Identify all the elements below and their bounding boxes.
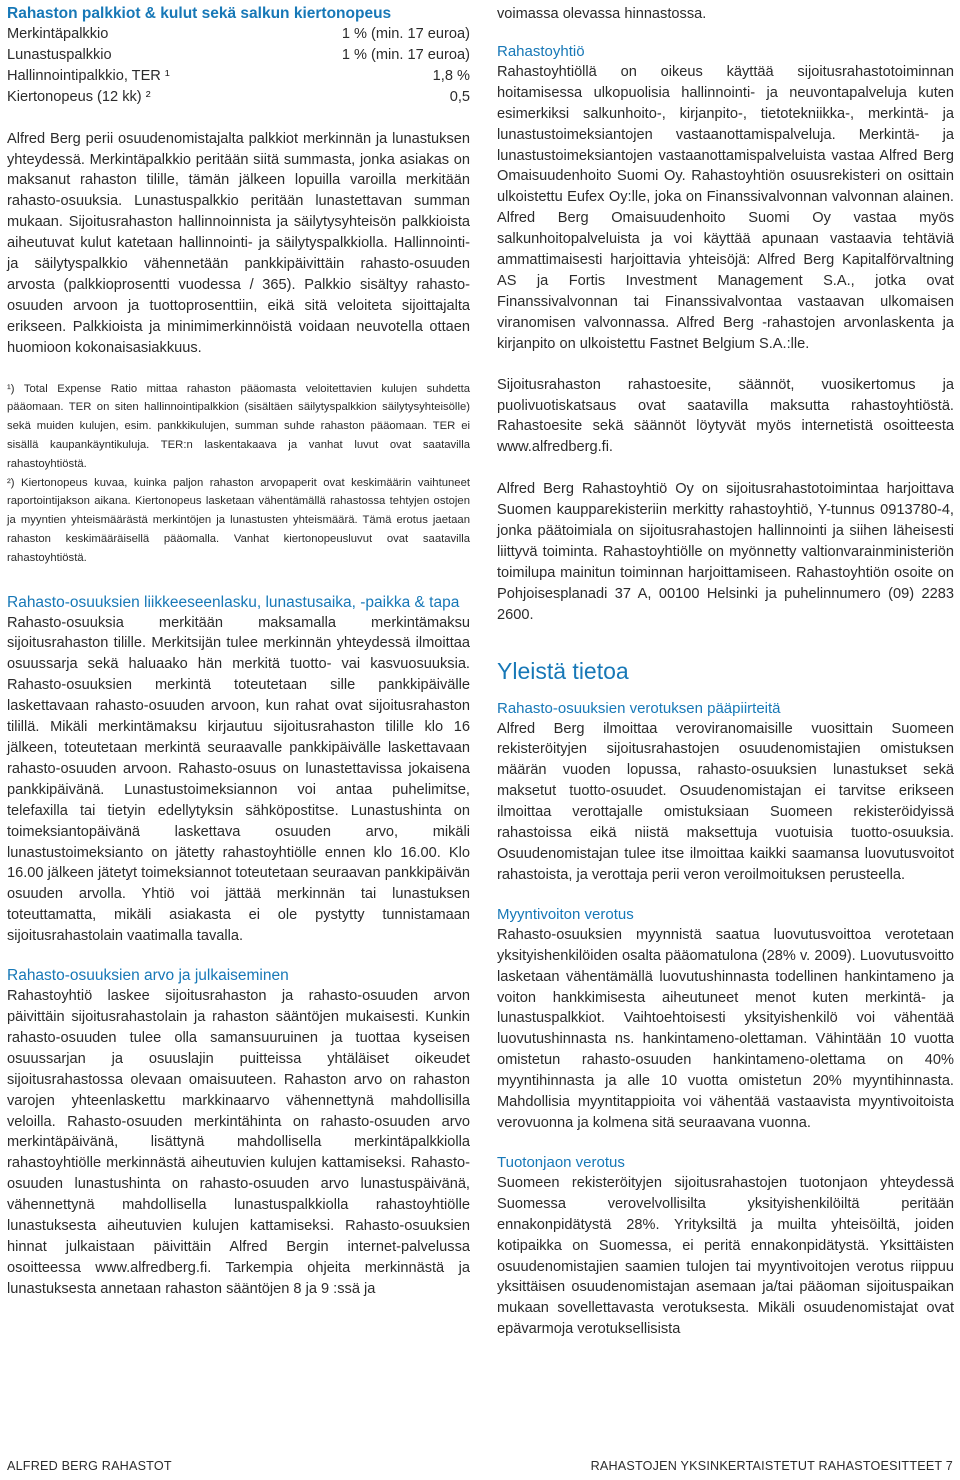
trading-paragraph: Rahasto-osuuksia merkitään maksamalla merkintämaksu sijoitusrahaston tilille. Merkitsijän tulee merkinnän yhteydessä ilmoittaa osuussarja sekä haluaako hän merkitä tuotto- vai kasvuosuuksia. Rahasto-osuuksien merkintä toteutetaan sille pankkipäivälle laskettavaan rahasto-osuuden arvoon, kun rahat ovat sijoitusrahaston tilillä. Mikäli merkintämaksu kirjautuu sijoitusrahaston tilille klo 16 jälkeen, toteutetaan merkintä seuraavalle pankkipäivälle laskettavaan rahasto-osuuden arvoon. Rahasto-osuus on lunastettavissa jokaisena pankkipäivänä. Lunastustoimeksiannon voi antaa puhelimitse, telefaxilla tai tietyin edellytyksin sähköpostitse. Lunastushinta on toimeksiantopäivänä laskettava osuuden arvo, mikäli lunastustoimeksianto on jätetty rahastoyhtiölle ennen klo 16.00. Klo 16.00 jälkeen jätetyt toimeksiannot toteutetaan seuraavan pankkipäivän osuuden arvolla. Yhtiö voi jättää merkinnän tai lunastuksen toteuttamatta, mikäli asiakasta ei ole pystytty tunnistamaan sijoitusrahastolain vaatimalla tavalla. [7, 614, 470, 945]
company-info-paragraph: Alfred Berg Rahastoyhtiö Oy on sijoitusrahastotoimintaa harjoittava Suomen kaupparekisteriin merkitty rahastoyhtiö, Y-tunnus 0913780-4, jonka päätoimiala on sijoitusrahastojen hallinnointi ja siihen läheisesti liittyvä toiminta. Rahastoyhtiölle on myönnetty valtionvarainministeriön toimilupa mainitun toiminnan harjoittamiseen. Rahastoyhtiön osoite on Pohjoisesplanadi 37 A, 00100 Helsinki ja puhelinnumero (09) 2283 2600. [497, 481, 954, 623]
table-row [7, 66, 470, 87]
fee-value: 1 % (min. 17 euroa) [341, 26, 470, 42]
fee-value: 0,5 [449, 88, 470, 105]
right-column [497, 4, 954, 1340]
tax-paragraph: Alfred Berg ilmoittaa veroviranomaisille vuosittain Suomeen rekisteröityjen sijoitusrahastojen osuudenomistajien omistuksen määrän vuoden lopussa, rahasto-osuuksien lunastukset sekä maksetut tuotto-osuudet. Osuudenomistajan ei tarvitse erikseen ilmoittaa verottajalle omistuksiaan Suomeen rekisteröidyissä rahastoissa eikä niistä maksettuja vuotuisia tuotto-osuuksia. Osuudenomistajan tulee itse ilmoittaa kaikki saamansa luovutusvoitot rahastoista, ja verottaja perii veron veroilmoituksen perusteella. [497, 720, 954, 883]
tax-heading: Rahasto-osuuksien verotuksen pääpiirteitä [497, 699, 781, 717]
fee-label: Hallinnointipalkkio, TER ¹ [7, 67, 170, 84]
fee-value: 1 % (min. 17 euroa) [341, 46, 470, 63]
fee-label: Lunastuspalkkio [7, 46, 112, 63]
table-row [7, 24, 470, 45]
left-column [7, 4, 470, 1300]
sale-tax-heading: Myyntivoiton verotus [497, 905, 634, 923]
company-heading: Rahastoyhtiö [497, 42, 585, 60]
value-paragraph: Rahastoyhtiö laskee sijoitusrahaston ja rahasto-osuuden arvon päivittäin sijoitusrahastolain ja rahaston sääntöjen mukaisesti. Kunkin rahasto-osuuden tulee olla samansuuruinen ja tuottaa kyseisen osuussarjan ja osuuslajin puitteissa yhtäläiset oikeudet sijoitusrahastossa olevaan omaisuuteen. Rahaston arvo on rahaston varojen yhteenlaskettu markkinaarvo vähennettynä mahdollisilla veloilla. Rahasto-osuuden merkintähinta on rahasto-osuuden arvo merkintäpäivänä, lisättynä mahdollisella merkintäpalkkiolla rahastoyhtiölle merkinnästä aiheutuvien kulujen kattamiseksi. Rahasto-osuuden lunastushinta on rahasto-osuuden arvo lunastuspäivänä, vähennettynä mahdollisella lunastuspalkkiolla rahastoyhtiölle lunastuksesta aiheutuvien kulujen kattamiseksi. Rahasto-osuuksien hinnat julkaistaan päivittäin Alfred Bergin internet-palvelussa osoitteessa www.alfredberg.fi. Tarkempia ohjeita merkinnästä ja lunastuksesta annetaan rahaston sääntöjen 8 ja 9 :ssä ja [7, 988, 470, 1297]
value-heading: Rahasto-osuuksien arvo ja julkaiseminen [7, 967, 289, 985]
fee-label: Kiertonopeus (12 kk) ² [7, 88, 151, 105]
fee-value: 1,8 % [432, 67, 470, 84]
trading-heading: Rahasto-osuuksien liikkeeseenlasku, lunastusaika, -paikka & tapa [7, 593, 460, 611]
rules-paragraph: Sijoitusrahaston rahastoesite, säännöt, vuosikertomus ja puolivuotiskatsaus ovat saatavilla maksutta rahastoyhtiöstä. Rahastoesite sekä säännöt löytyvät myös internetistä osoitteesta www.alfredberg.fi. [497, 376, 954, 456]
general-info-heading: Yleistä tietoa [497, 657, 629, 684]
footnote-1: ¹) Total Expense Ratio mittaa rahaston pääomasta veloitettavien kulujen suhdetta pääomaan. TER on siten hallinnointipalkkion (sisältäen säilytyspalkkion säilytysyhteisölle) sekä muiden kulujen, esim. pankkikulujen, summan suhde rahaston pääomaan. TER ei sisällä kaupankäyntikuluja. TER:n laskentakaava ja vanhat luvut ovat saatavilla rahastoyhtiöstä. [7, 382, 470, 470]
fees-table [7, 24, 470, 108]
footer-left: ALFRED BERG RAHASTOT [7, 1459, 172, 1473]
table-row [7, 45, 470, 66]
sale-tax-paragraph: Rahasto-osuuksien myynnistä saatua luovutusvoittoa verotetaan yksityishenkilöiden osalta pääomatulona (28% v. 2009). Luovutusvoitto lasketaan vähentämällä luovutushinnasta todellinen hankintameno ja voiton hankkimisesta aiheutuneet menot kuten merkintä- ja lunastuspalkkiot. Vaihtoehtoisesti yksityishenkilö voi vähentää luovutushinnasta ns. hankintameno-olettaman. Vähintään 10 vuotta omistetun rahasto-osuuden hankintameno-olettama on 40% myyntihinnasta ja alle 10 vuotta omistetun 20% myyntihinnasta. Mahdollisia myyntitappioita voi vähentää vastaavista myyntivoitoista verovuonna ja kolmena sitä seuraavana vuonna. [497, 926, 954, 1131]
fee-label: Merkintäpalkkio [7, 26, 109, 42]
yield-tax-paragraph: Suomeen rekisteröityjen sijoitusrahastojen tuotonjaon yhteydessä Suomessa verovelvollisilta yksityishenkilöiltä peritään ennakonpidätystä 28%. Yrityksiltä ja muilta yhteisöiltä, joiden kotipaikka on Suomessa, ei peritä ennakonpidätystä. Yksittäisten osuudenomistajien saamien tulojen tai myyntivoitojen verotus riippuu yksittäisen osuudenomistajan asemaan ja/tai pääoman sijoituspaikan mukaan sovellettavasta verotuksesta. Mikäli osuudenomistajat ovat epävarmoja verotuksellisista [497, 1174, 954, 1338]
continuation-text: voimassa olevassa hinnastossa. [497, 6, 707, 22]
company-paragraph: Rahastoyhtiöllä on oikeus käyttää sijoitusrahastotoiminnan hoitamisessa ulkopuolisia hallinnointi- ja neuvontapalveluja kuten esimerkiksi salkunhoito-, kirjanpito-, tietotekniikka-, merkintä- ja lunastustoimeksiantojen vastaanottamispalveluja. Merkintä- ja lunastustoimeksiantojen vastaanottamispalveluista vastaa Alfred Berg Omaisuudenhoito Suomi Oy. Rahastoyhtiön osuusrekisteri on osittain ulkoistettu Eufex Oy:lle, joka on Finanssivalvonnan valvonnan alainen. Alfred Berg Omaisuudenhoito Suomi Oy vastaa myös salkunhoitopalveluista ja voi käyttää apunaan vastaavia tehtäviä ammattimaisesti harjoittavia yhteisöjä: Alfred Berg Kapitalförvaltning AS ja Fortis Investment Management S.A., jotka ovat Finanssivalvonnan tai Finanssivalvontaa vastaavan ulkomaisen viranomisen valvonnassa. Alfred Berg -rahastojen arvonlaskenta ja kirjanpito on ulkoistettu Fastnet Belgium S.A.:lle. [497, 63, 954, 352]
footnote-2: ²) Kiertonopeus kuvaa, kuinka paljon rahaston arvopaperit ovat keskimäärin vaihtuneet raportointijakson aikana. Kiertonopeus lasketaan vähentämällä rahastossa tehtyjen ostojen ja myyntien yhteismäärästä merkintöjen ja lunastusten yhteismäärä. Tämä erotus jaetaan rahaston keskimääräisellä pääomalla. Vanhat kiertonopeusluvut ovat saatavilla rahastoyhtiöstä. [7, 476, 470, 564]
fees-paragraph: Alfred Berg perii osuudenomistajalta palkkiot merkinnän ja lunastuksen yhteydessä. Merkintäpalkkio peritään siitä summasta, jonka asiakas on maksanut rahaston tilille, tämän jälkeen lopuilla varoilla merkitään rahasto-osuuksia. Lunastuspalkkio peritään lunastettavan summan mukaan. Sijoitusrahaston hallinnoinnista ja säilytysyhteisön palkkioista aiheutuvat kulut katetaan hallinnointi- ja säilytyspalkkiolla. Hallinnointi- ja säilytyspalkkio vähennetään pankkipäivittäin rahasto-osuuden arvosta (palkkioprosentti vuodessa / 365). Palkkio sisältyy rahasto-osuuden arvoon ja tuottoprosenttiin, eikä sitä veloiteta sijoittajalta erikseen. Palkkioista ja minimimerkinnöistä voidaan neuvotella ottaen huomioon kokonaisasiakkuus. [7, 130, 470, 356]
fees-heading: Rahaston palkkiot & kulut sekä salkun kiertonopeus [7, 5, 392, 22]
yield-tax-heading: Tuotonjaon verotus [497, 1153, 625, 1171]
table-row [7, 87, 470, 108]
footer-right: RAHASTOJEN YKSINKERTAISTETUT RAHASTOESITTEET 7 [590, 1459, 953, 1473]
